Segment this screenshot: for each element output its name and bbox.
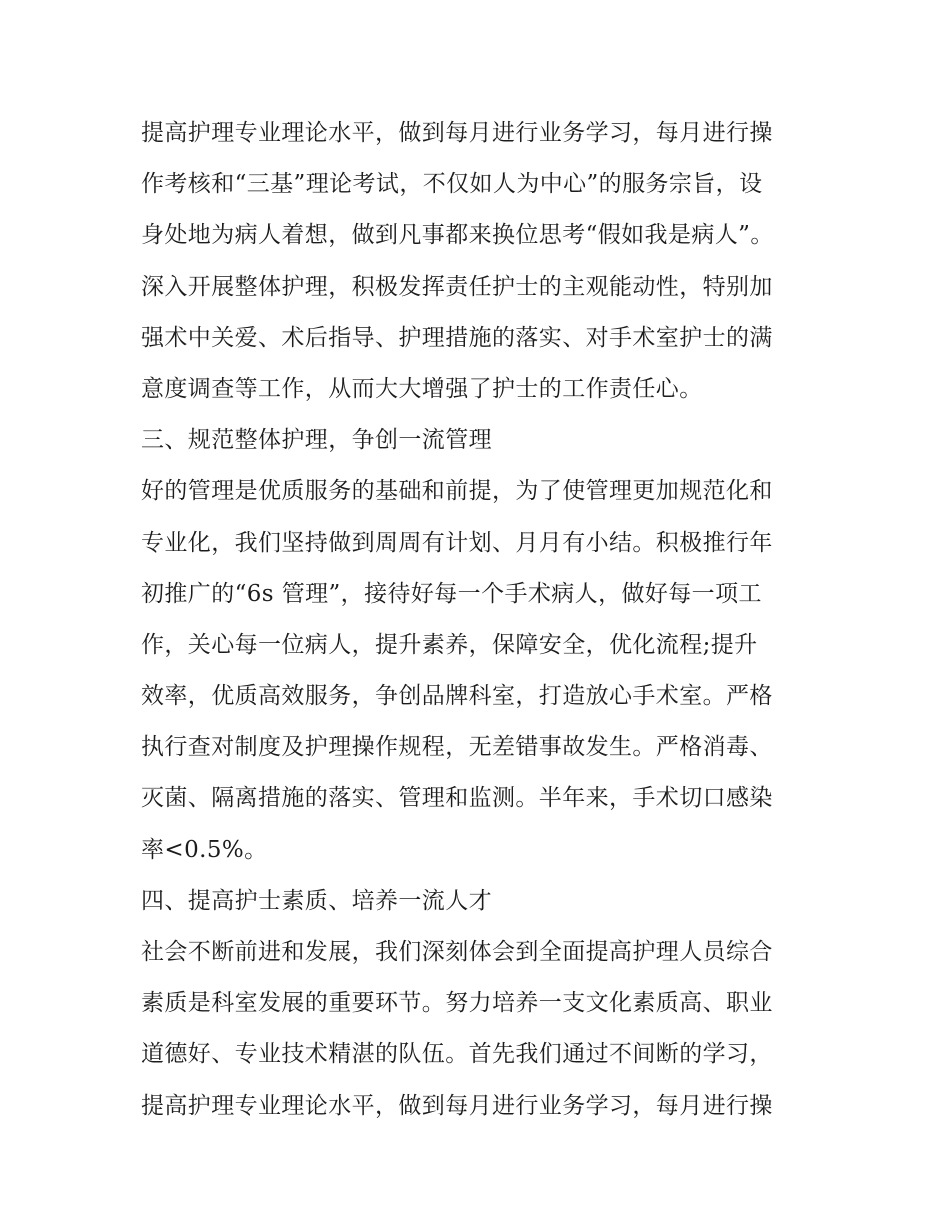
paragraph-line: 作，关心每一位病人，提升素养，保障安全，优化流程;提升 xyxy=(141,631,758,658)
paragraph-line: 提高护理专业理论水平，做到每月进行业务学习，每月进行操 xyxy=(141,120,773,146)
paragraph-line: 率<0.5%。 xyxy=(141,836,268,863)
section-heading: 三、规范整体护理，争创一流管理 xyxy=(141,427,492,454)
paragraph-line: 强术中关爱、术后指导、护理措施的落实、对手术室护士的满 xyxy=(141,324,773,351)
paragraph-line: 专业化，我们坚持做到周周有计划、月月有小结。积极推行年 xyxy=(141,529,773,556)
paragraph-line: 效率，优质高效服务，争创品牌科室，打造放心手术室。严格 xyxy=(141,683,773,710)
paragraph-line: 素质是科室发展的重要环节。努力培养一支文化素质高、职业 xyxy=(141,990,773,1017)
section-heading: 四、提高护士素质、培养一流人才 xyxy=(141,887,492,914)
document-body xyxy=(141,108,821,1132)
paragraph-line: 作考核和“三基”理论考试，不仅如人为中心”的服务宗旨，设 xyxy=(141,171,763,198)
paragraph-line: 灭菌、隔离措施的落实、管理和监测。半年来，手术切口感染 xyxy=(141,785,773,812)
paragraph-line: 意度调查等工作，从而大大增强了护士的工作责任心。 xyxy=(141,375,703,402)
paragraph-line: 好的管理是优质服务的基础和前提，为了使管理更加规范化和 xyxy=(141,478,773,505)
paragraph-line: 深入开展整体护理，积极发挥责任护士的主观能动性，特别加 xyxy=(141,273,773,300)
paragraph-line: 执行查对制度及护理操作规程，无差错事故发生。严格消毒、 xyxy=(141,734,773,761)
paragraph-line: 提高护理专业理论水平，做到每月进行业务学习，每月进行操 xyxy=(141,1092,773,1119)
paragraph-line: 初推广的“6s 管理”，接待好每一个手术病人，做好每一项工 xyxy=(141,580,762,607)
paragraph-line: 道德好、专业技术精湛的队伍。首先我们通过不间断的学习， xyxy=(141,1041,773,1068)
paragraph-line: 社会不断前进和发展，我们深刻体会到全面提高护理人员综合 xyxy=(141,939,773,965)
paragraph-line: 身处地为病人着想，做到凡事都来换位思考“假如我是病人”。 xyxy=(141,222,774,249)
